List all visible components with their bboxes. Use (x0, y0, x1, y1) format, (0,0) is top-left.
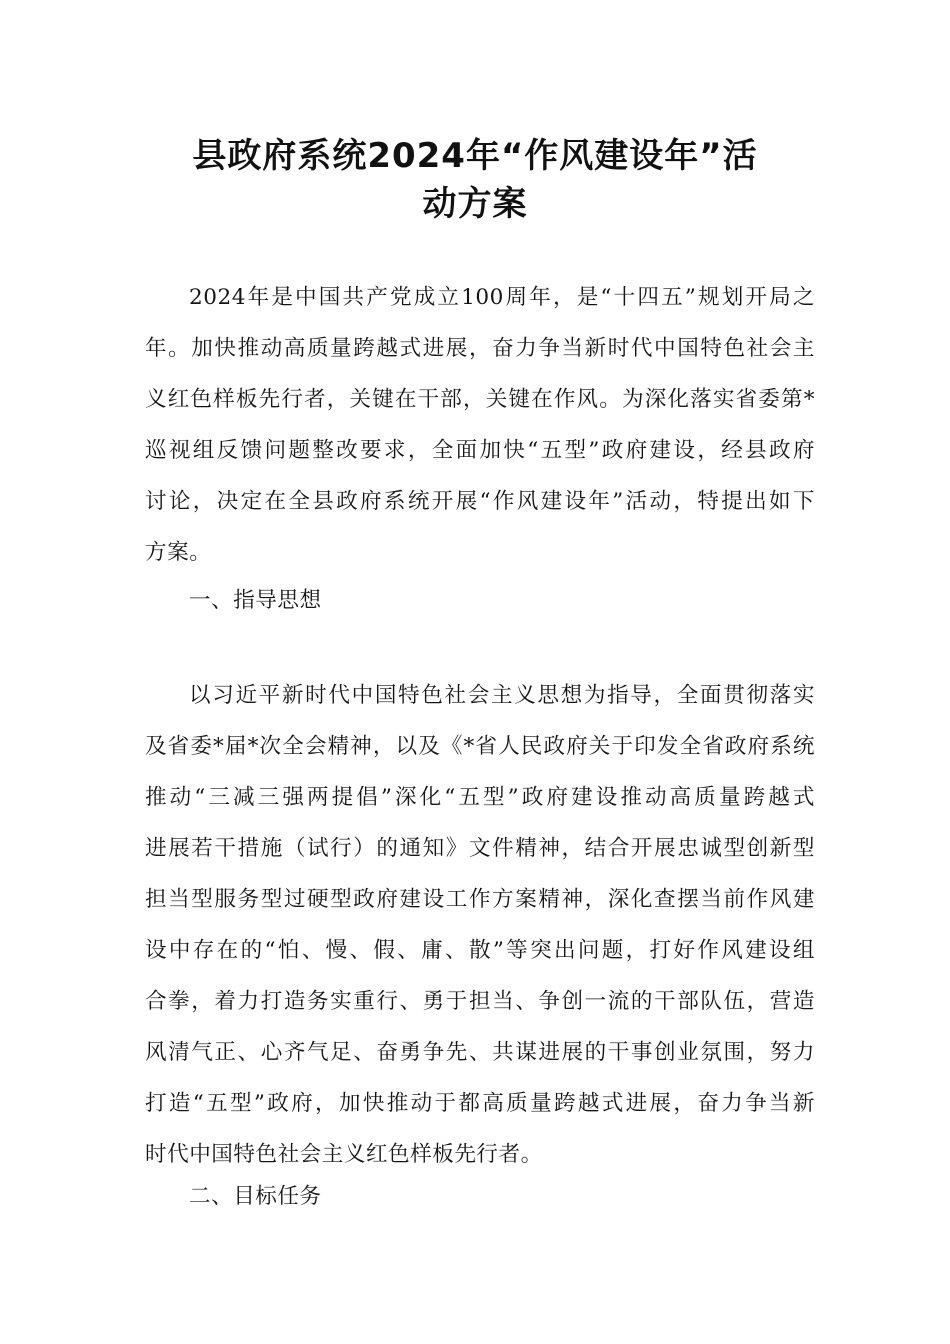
paragraph-line: 巡视组反馈问题整改要求，全面加快“五型”政府建设，经县政府 (145, 438, 815, 463)
paragraph-line: 以习近平新时代中国特色社会主义思想为指导，全面贯彻落实 (189, 683, 815, 708)
paragraph-line: 合拳，着力打造务实重行、勇于担当、争创一流的干部队伍，营造 (145, 989, 815, 1014)
paragraph-line: 讨论，决定在全县政府系统开展“作风建设年”活动，特提出如下 (145, 489, 815, 514)
paragraph-line: 担当型服务型过硬型政府建设工作方案精神，深化查摆当前作风建 (145, 887, 815, 912)
paragraph-line: 打造“五型”政府，加快推动于都高质量跨越式进展，奋力争当新 (145, 1091, 815, 1116)
paragraph-line: 年。加快推动高质量跨越式进展，奋力争当新时代中国特色社会主 (145, 336, 815, 361)
title-line: 县政府系统2024年“作风建设年”活 (192, 136, 758, 176)
title-line: 动方案 (422, 184, 528, 224)
paragraph-line: 方案。 (145, 540, 212, 565)
document-title (140, 132, 810, 228)
paragraph-line: 进展若干措施（试行）的通知》文件精神，结合开展忠诚型创新型 (145, 836, 815, 861)
paragraph-line: 时代中国特色社会主义红色样板先行者。 (145, 1142, 543, 1167)
paragraph-line: 义红色样板先行者，关键在干部，关键在作风。为深化落实省委第* (145, 387, 815, 412)
intro-paragraph (145, 272, 815, 578)
section-heading-guiding-ideology: 一、指导思想 (189, 588, 322, 613)
paragraph-line: 推动“三减三强两提倡”深化“五型”政府建设推动高质量跨越式 (145, 785, 815, 810)
section-heading-goals-tasks: 二、目标任务 (189, 1184, 322, 1209)
paragraph-line: 设中存在的“怕、慢、假、庸、散”等突出问题，打好作风建设组 (145, 938, 815, 963)
paragraph-line: 及省委*届*次全会精神，以及《*省人民政府关于印发全省政府系统 (145, 734, 815, 759)
paragraph-line: 2024年是中国共产党成立100周年，是“十四五”规划开局之 (189, 285, 815, 310)
paragraph-line: 风清气正、心齐气足、奋勇争先、共谋进展的干事创业氛围，努力 (145, 1040, 815, 1065)
guiding-ideology-paragraph (145, 670, 815, 1180)
